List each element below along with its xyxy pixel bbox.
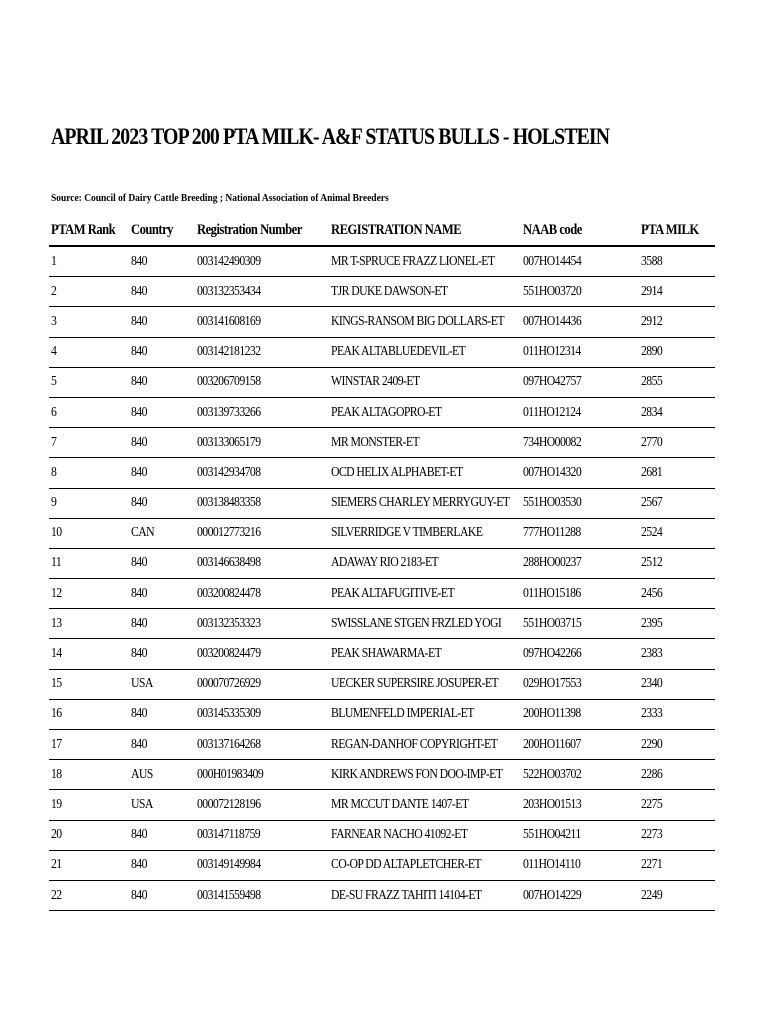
table-row [49, 458, 715, 488]
rank-cell: 7 [49, 428, 129, 458]
naab-code-cell: 011HO12314 [521, 337, 639, 367]
registration-number-cell: 003145335309 [195, 699, 329, 729]
table-row [49, 790, 715, 820]
country-cell: 840 [129, 880, 195, 910]
rank-cell: 4 [49, 337, 129, 367]
country-cell: USA [129, 669, 195, 699]
naab-code-cell: 551HO03530 [521, 488, 639, 518]
rank-cell: 8 [49, 458, 129, 488]
country-cell: 840 [129, 337, 195, 367]
country-cell: 840 [129, 458, 195, 488]
pta-milk-cell: 2524 [639, 518, 715, 548]
registration-name-cell: FARNEAR NACHO 41092-ET [329, 820, 521, 850]
table-row [49, 669, 715, 699]
rank-cell: 14 [49, 639, 129, 669]
naab-code-cell: 007HO14229 [521, 880, 639, 910]
registration-name-cell: CO-OP DD ALTAPLETCHER-ET [329, 850, 521, 880]
pta-milk-cell: 2890 [639, 337, 715, 367]
registration-name-cell: KIRK ANDREWS FON DOO-IMP-ET [329, 760, 521, 790]
rank-cell: 11 [49, 548, 129, 578]
rank-cell: 17 [49, 730, 129, 760]
registration-name-cell: UECKER SUPERSIRE JOSUPER-ET [329, 669, 521, 699]
pta-milk-cell: 2914 [639, 277, 715, 307]
column-header-country: Country [129, 215, 195, 246]
rank-cell: 6 [49, 397, 129, 427]
registration-name-cell: SWISSLANE STGEN FRZLED YOGI [329, 609, 521, 639]
rank-cell: 19 [49, 790, 129, 820]
country-cell: 840 [129, 277, 195, 307]
table-row [49, 277, 715, 307]
naab-code-cell: 011HO15186 [521, 579, 639, 609]
registration-name-cell: MR T-SPRUCE FRAZZ LIONEL-ET [329, 246, 521, 277]
pta-milk-cell: 2340 [639, 669, 715, 699]
rank-cell: 1 [49, 246, 129, 277]
rank-cell: 18 [49, 760, 129, 790]
country-cell: 840 [129, 699, 195, 729]
country-cell: CAN [129, 518, 195, 548]
rank-cell: 2 [49, 277, 129, 307]
table-row [49, 609, 715, 639]
registration-number-cell: 003146638498 [195, 548, 329, 578]
table-row [49, 699, 715, 729]
pta-milk-cell: 3588 [639, 246, 715, 277]
country-cell: 840 [129, 579, 195, 609]
country-cell: 840 [129, 397, 195, 427]
table-row [49, 428, 715, 458]
column-header-pta-milk: PTA MILK [639, 215, 715, 246]
pta-milk-cell: 2286 [639, 760, 715, 790]
registration-number-cell: 003142934708 [195, 458, 329, 488]
pta-milk-cell: 2770 [639, 428, 715, 458]
naab-code-cell: 288HO00237 [521, 548, 639, 578]
naab-code-cell: 097HO42757 [521, 367, 639, 397]
registration-name-cell: WINSTAR 2409-ET [329, 367, 521, 397]
table-row [49, 397, 715, 427]
country-cell: 840 [129, 548, 195, 578]
registration-number-cell: 003132353434 [195, 277, 329, 307]
table-row [49, 548, 715, 578]
naab-code-cell: 097HO42266 [521, 639, 639, 669]
rank-cell: 16 [49, 699, 129, 729]
registration-name-cell: PEAK ALTAFUGITIVE-ET [329, 579, 521, 609]
table-row [49, 367, 715, 397]
rank-cell: 12 [49, 579, 129, 609]
pta-milk-cell: 2275 [639, 790, 715, 820]
source-note: Source: Council of Dairy Cattle Breeding ; National Association of Animal Breeders [51, 192, 389, 204]
rank-cell: 15 [49, 669, 129, 699]
registration-number-cell: 003139733266 [195, 397, 329, 427]
pta-milk-cell: 2681 [639, 458, 715, 488]
rank-cell: 3 [49, 307, 129, 337]
pta-milk-cell: 2383 [639, 639, 715, 669]
naab-code-cell: 007HO14320 [521, 458, 639, 488]
column-header-registration-name: REGISTRATION NAME [329, 215, 521, 246]
naab-code-cell: 734HO00082 [521, 428, 639, 458]
country-cell: AUS [129, 760, 195, 790]
naab-code-cell: 200HO11607 [521, 730, 639, 760]
country-cell: 840 [129, 246, 195, 277]
table-row [49, 820, 715, 850]
rank-cell: 22 [49, 880, 129, 910]
registration-number-cell: 000H01983409 [195, 760, 329, 790]
column-header-rank: PTAM Rank [49, 215, 129, 246]
registration-name-cell: MR MONSTER-ET [329, 428, 521, 458]
registration-number-cell: 003142490309 [195, 246, 329, 277]
country-cell: 840 [129, 850, 195, 880]
naab-code-cell: 551HO03715 [521, 609, 639, 639]
pta-milk-cell: 2249 [639, 880, 715, 910]
table-row [49, 579, 715, 609]
registration-number-cell: 003138483358 [195, 488, 329, 518]
pta-milk-cell: 2834 [639, 397, 715, 427]
pta-milk-cell: 2273 [639, 820, 715, 850]
country-cell: 840 [129, 639, 195, 669]
pta-milk-cell: 2333 [639, 699, 715, 729]
rank-cell: 10 [49, 518, 129, 548]
naab-code-cell: 522HO03702 [521, 760, 639, 790]
registration-name-cell: MR MCCUT DANTE 1407-ET [329, 790, 521, 820]
rank-cell: 5 [49, 367, 129, 397]
column-header-registration-number: Registration Number [195, 215, 329, 246]
pta-milk-cell: 2395 [639, 609, 715, 639]
rank-cell: 20 [49, 820, 129, 850]
naab-code-cell: 203HO01513 [521, 790, 639, 820]
registration-number-cell: 003133065179 [195, 428, 329, 458]
pta-milk-cell: 2456 [639, 579, 715, 609]
rank-cell: 13 [49, 609, 129, 639]
naab-code-cell: 011HO14110 [521, 850, 639, 880]
pta-milk-cell: 2912 [639, 307, 715, 337]
country-cell: 840 [129, 367, 195, 397]
naab-code-cell: 777HO11288 [521, 518, 639, 548]
country-cell: USA [129, 790, 195, 820]
table-row [49, 246, 715, 277]
table-row [49, 337, 715, 367]
registration-name-cell: TJR DUKE DAWSON-ET [329, 277, 521, 307]
table-row [49, 639, 715, 669]
country-cell: 840 [129, 307, 195, 337]
naab-code-cell: 551HO03720 [521, 277, 639, 307]
table-header-row [49, 215, 715, 246]
naab-code-cell: 011HO12124 [521, 397, 639, 427]
registration-name-cell: KINGS-RANSOM BIG DOLLARS-ET [329, 307, 521, 337]
table-row [49, 760, 715, 790]
country-cell: 840 [129, 609, 195, 639]
registration-number-cell: 003200824479 [195, 639, 329, 669]
registration-number-cell: 003141559498 [195, 880, 329, 910]
registration-name-cell: SIEMERS CHARLEY MERRYGUY-ET [329, 488, 521, 518]
registration-number-cell: 003132353323 [195, 609, 329, 639]
registration-number-cell: 000072128196 [195, 790, 329, 820]
registration-name-cell: OCD HELIX ALPHABET-ET [329, 458, 521, 488]
country-cell: 840 [129, 488, 195, 518]
registration-name-cell: BLUMENFELD IMPERIAL-ET [329, 699, 521, 729]
rank-cell: 9 [49, 488, 129, 518]
registration-name-cell: PEAK ALTABLUEDEVIL-ET [329, 337, 521, 367]
column-header-naab-code: NAAB code [521, 215, 639, 246]
table-row [49, 880, 715, 910]
table-row [49, 730, 715, 760]
table-row [49, 518, 715, 548]
registration-name-cell: REGAN-DANHOF COPYRIGHT-ET [329, 730, 521, 760]
naab-code-cell: 007HO14436 [521, 307, 639, 337]
pta-milk-cell: 2855 [639, 367, 715, 397]
naab-code-cell: 007HO14454 [521, 246, 639, 277]
country-cell: 840 [129, 730, 195, 760]
registration-name-cell: PEAK ALTAGOPRO-ET [329, 397, 521, 427]
registration-name-cell: ADAWAY RIO 2183-ET [329, 548, 521, 578]
naab-code-cell: 029HO17553 [521, 669, 639, 699]
country-cell: 840 [129, 820, 195, 850]
registration-number-cell: 000012773216 [195, 518, 329, 548]
bulls-table [49, 215, 715, 911]
registration-number-cell: 003200824478 [195, 579, 329, 609]
registration-number-cell: 000070726929 [195, 669, 329, 699]
pta-milk-cell: 2290 [639, 730, 715, 760]
pta-milk-cell: 2567 [639, 488, 715, 518]
registration-number-cell: 003142181232 [195, 337, 329, 367]
naab-code-cell: 200HO11398 [521, 699, 639, 729]
registration-name-cell: DE-SU FRAZZ TAHITI 14104-ET [329, 880, 521, 910]
registration-number-cell: 003137164268 [195, 730, 329, 760]
registration-name-cell: SILVERRIDGE V TIMBERLAKE [329, 518, 521, 548]
registration-name-cell: PEAK SHAWARMA-ET [329, 639, 521, 669]
table-row [49, 488, 715, 518]
registration-number-cell: 003206709158 [195, 367, 329, 397]
registration-number-cell: 003147118759 [195, 820, 329, 850]
country-cell: 840 [129, 428, 195, 458]
registration-number-cell: 003149149984 [195, 850, 329, 880]
naab-code-cell: 551HO04211 [521, 820, 639, 850]
table-row [49, 850, 715, 880]
rank-cell: 21 [49, 850, 129, 880]
page-title: APRIL 2023 TOP 200 PTA MILK- A&F STATUS BULLS - HOLSTEIN [51, 124, 610, 149]
pta-milk-cell: 2271 [639, 850, 715, 880]
table-body [49, 246, 715, 911]
registration-number-cell: 003141608169 [195, 307, 329, 337]
table-row [49, 307, 715, 337]
pta-milk-cell: 2512 [639, 548, 715, 578]
